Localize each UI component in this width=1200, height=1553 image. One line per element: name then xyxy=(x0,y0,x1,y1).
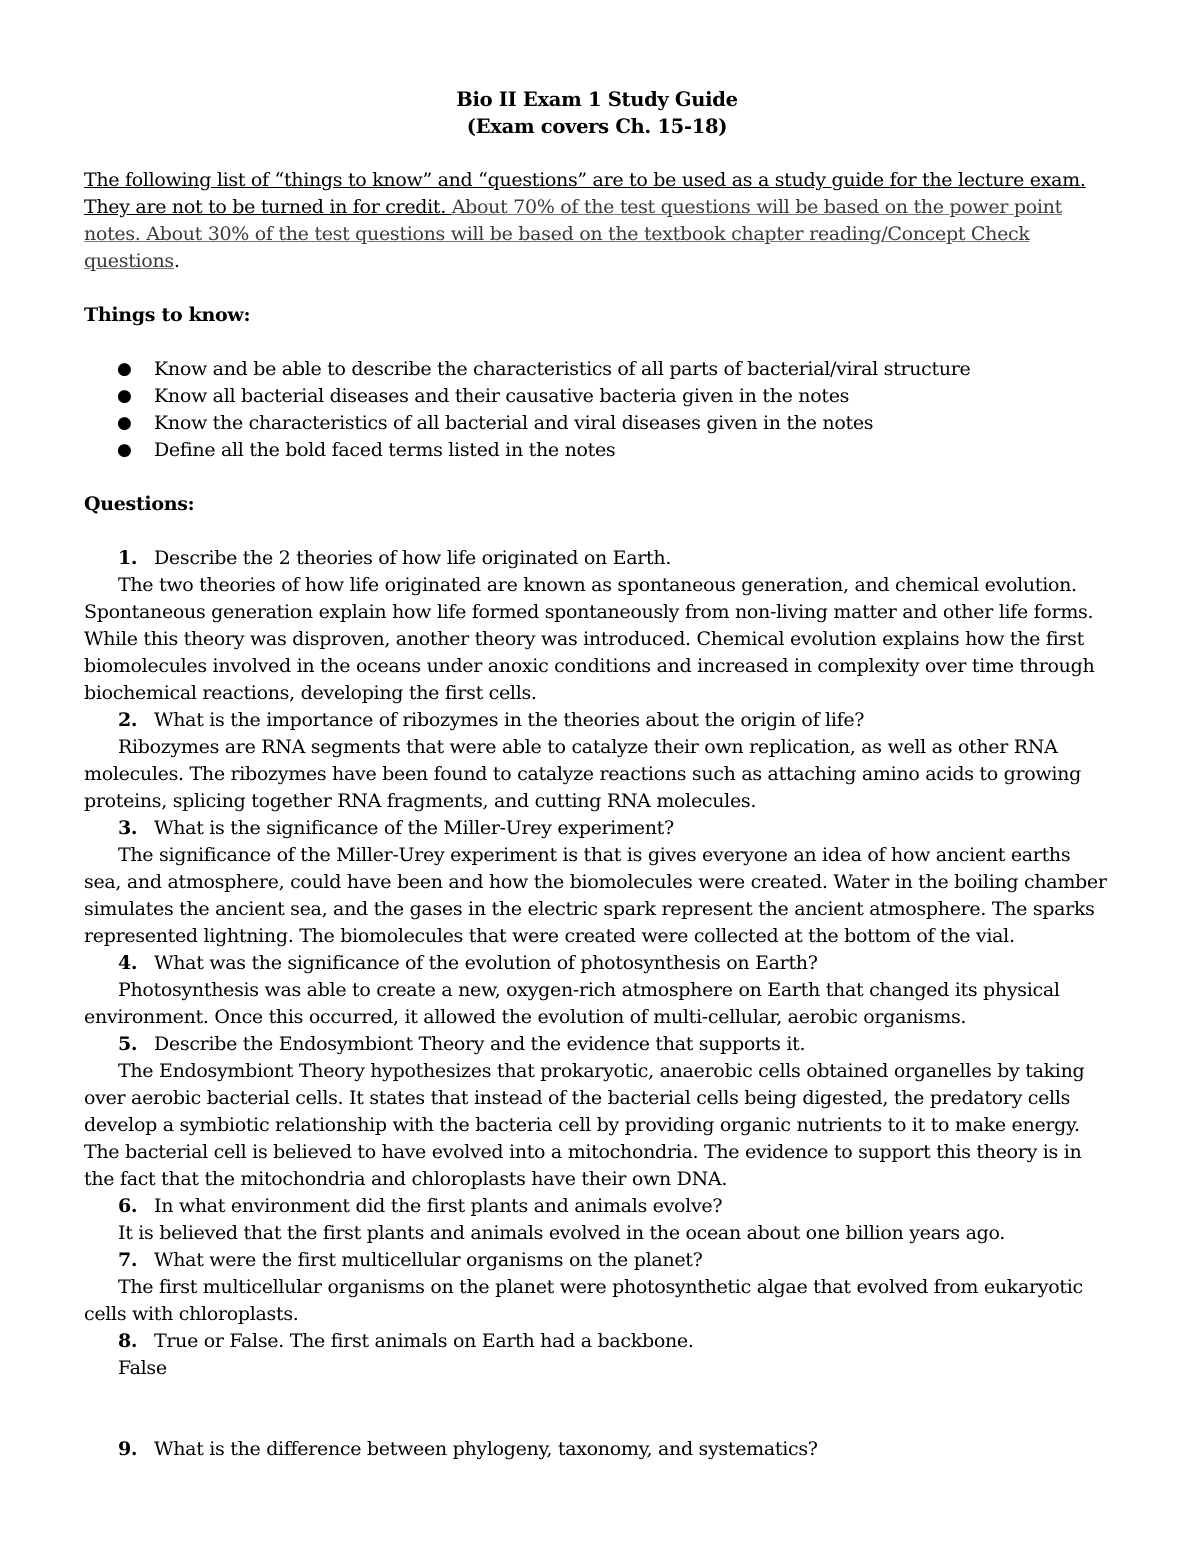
list-item-text: Know all bacterial diseases and their causative bacteria given in the notes xyxy=(154,385,850,407)
question-text: In what environment did the first plants and animals evolve? xyxy=(154,1195,723,1217)
question-5 xyxy=(84,1031,1110,1058)
intro-end: . xyxy=(173,250,180,272)
answer-4-first: Photosynthesis was able to create a new, oxygen-rich atmosphere on Earth that changed its physical xyxy=(118,979,1060,1001)
answer-3-first: The significance of the Miller-Urey experiment is that is gives everyone an idea of how ancient earths xyxy=(118,844,1071,866)
answer-6-first: It is believed that the first plants and animals evolved in the ocean about one billion years ago. xyxy=(118,1222,1006,1244)
answer-5-first: The Endosymbiont Theory hypothesizes that prokaryotic, anaerobic cells obtained organelles by taking xyxy=(118,1060,1085,1082)
question-2 xyxy=(84,707,1110,734)
question-8 xyxy=(84,1328,1110,1355)
answer-1-rest: Spontaneous generation explain how life formed spontaneously from non-living matter and other life forms. While this theory was disproven, another theory was introduced. Chemical evolution explains how the first biomolecules involved in the oceans under anoxic conditions and increased in complexity over time through biochemical reactions, developing the first cells. xyxy=(84,601,1095,704)
answer-3-rest: sea, and atmosphere, could have been and how the biomolecules were created. Water in the boiling chamber simulates the ancient sea, and the gases in the electric spark represent the ancient atmosphere. The sparks represented lightning. The biomolecules that were created were collected at the bottom of the vial. xyxy=(84,871,1107,947)
questions-heading: Questions: xyxy=(84,493,195,515)
question-9 xyxy=(84,1436,1110,1463)
list-item-text: Know and be able to describe the characteristics of all parts of bacterial/viral structure xyxy=(154,358,971,380)
bullet-icon: ● xyxy=(117,413,132,433)
question-text: Describe the 2 theories of how life originated on Earth. xyxy=(154,547,672,569)
list-item-text: Define all the bold faced terms listed in the notes xyxy=(154,439,616,461)
answer-7-first: The first multicellular organisms on the planet were photosynthetic algae that evolved from eukaryotic xyxy=(118,1276,1083,1298)
intro-text-1: The following list of “things to know” and “questions” are to be used as a study guide for the lecture exam. They are not to be turned in for credit. xyxy=(84,169,1086,218)
question-1 xyxy=(84,545,1110,572)
question-3 xyxy=(84,815,1110,842)
question-number: 1. xyxy=(118,547,138,569)
question-text: What is the importance of ribozymes in the theories about the origin of life? xyxy=(154,709,865,731)
list-item xyxy=(117,410,1110,437)
question-text: What is the significance of the Miller-Urey experiment? xyxy=(154,817,674,839)
question-number: 7. xyxy=(118,1249,138,1271)
question-number: 4. xyxy=(118,952,138,974)
question-text: Describe the Endosymbiont Theory and the evidence that supports it. xyxy=(154,1033,806,1055)
question-number: 5. xyxy=(118,1033,138,1055)
answer-8-first: False xyxy=(118,1357,167,1379)
list-item xyxy=(117,383,1110,410)
list-item-text: Know the characteristics of all bacterial and viral diseases given in the notes xyxy=(154,412,874,434)
question-number: 2. xyxy=(118,709,138,731)
questions-list xyxy=(84,545,1110,1463)
intro-text-2: About 70% of the test questions will be based on the power point notes. About 30% of the test questions will be based on the textbook chapter reading/Concept Check questions xyxy=(84,196,1062,272)
question-7 xyxy=(84,1247,1110,1274)
question-number: 6. xyxy=(118,1195,138,1217)
answer-1-first: The two theories of how life originated are known as spontaneous generation, and chemical evolution. xyxy=(118,574,1077,596)
answer-7-rest: cells with chloroplasts. xyxy=(84,1303,299,1325)
question-text: True or False. The first animals on Earth had a backbone. xyxy=(154,1330,694,1352)
things-list xyxy=(84,356,1110,464)
answer-5-rest: over aerobic bacterial cells. It states that instead of the bacterial cells being digested, the predatory cells develop a symbiotic relationship with the bacteria cell by providing organic nutrients to it to make energy. The bacterial cell is believed to have evolved into a mitochondria. The evidence to support this theory is in the fact that the mitochondria and chloroplasts have their own DNA. xyxy=(84,1087,1082,1190)
answer-2-rest: molecules. The ribozymes have been found to catalyze reactions such as attaching amino acids to growing proteins, splicing together RNA fragments, and cutting RNA molecules. xyxy=(84,763,1081,812)
list-item xyxy=(117,356,1110,383)
title-block xyxy=(84,86,1110,140)
spacer xyxy=(84,1382,1110,1436)
bullet-icon: ● xyxy=(117,359,132,379)
question-number: 8. xyxy=(118,1330,138,1352)
question-6 xyxy=(84,1193,1110,1220)
answer-2-first: Ribozymes are RNA segments that were able to catalyze their own replication, as well as other RNA xyxy=(118,736,1058,758)
question-number: 3. xyxy=(118,817,138,839)
intro-paragraph xyxy=(84,167,1110,275)
bullet-icon: ● xyxy=(117,440,132,460)
question-text: What was the significance of the evolution of photosynthesis on Earth? xyxy=(154,952,818,974)
question-text: What is the difference between phylogeny, taxonomy, and systematics? xyxy=(154,1438,818,1460)
list-item xyxy=(117,437,1110,464)
bullet-icon: ● xyxy=(117,386,132,406)
answer-4-rest: environment. Once this occurred, it allowed the evolution of multi-cellular, aerobic organisms. xyxy=(84,1006,967,1028)
things-heading: Things to know: xyxy=(84,304,251,326)
document-subtitle: (Exam covers Ch. 15-18) xyxy=(466,115,728,138)
document-title: Bio II Exam 1 Study Guide xyxy=(456,88,738,111)
question-text: What were the first multicellular organisms on the planet? xyxy=(154,1249,703,1271)
question-number: 9. xyxy=(118,1438,138,1460)
question-4 xyxy=(84,950,1110,977)
